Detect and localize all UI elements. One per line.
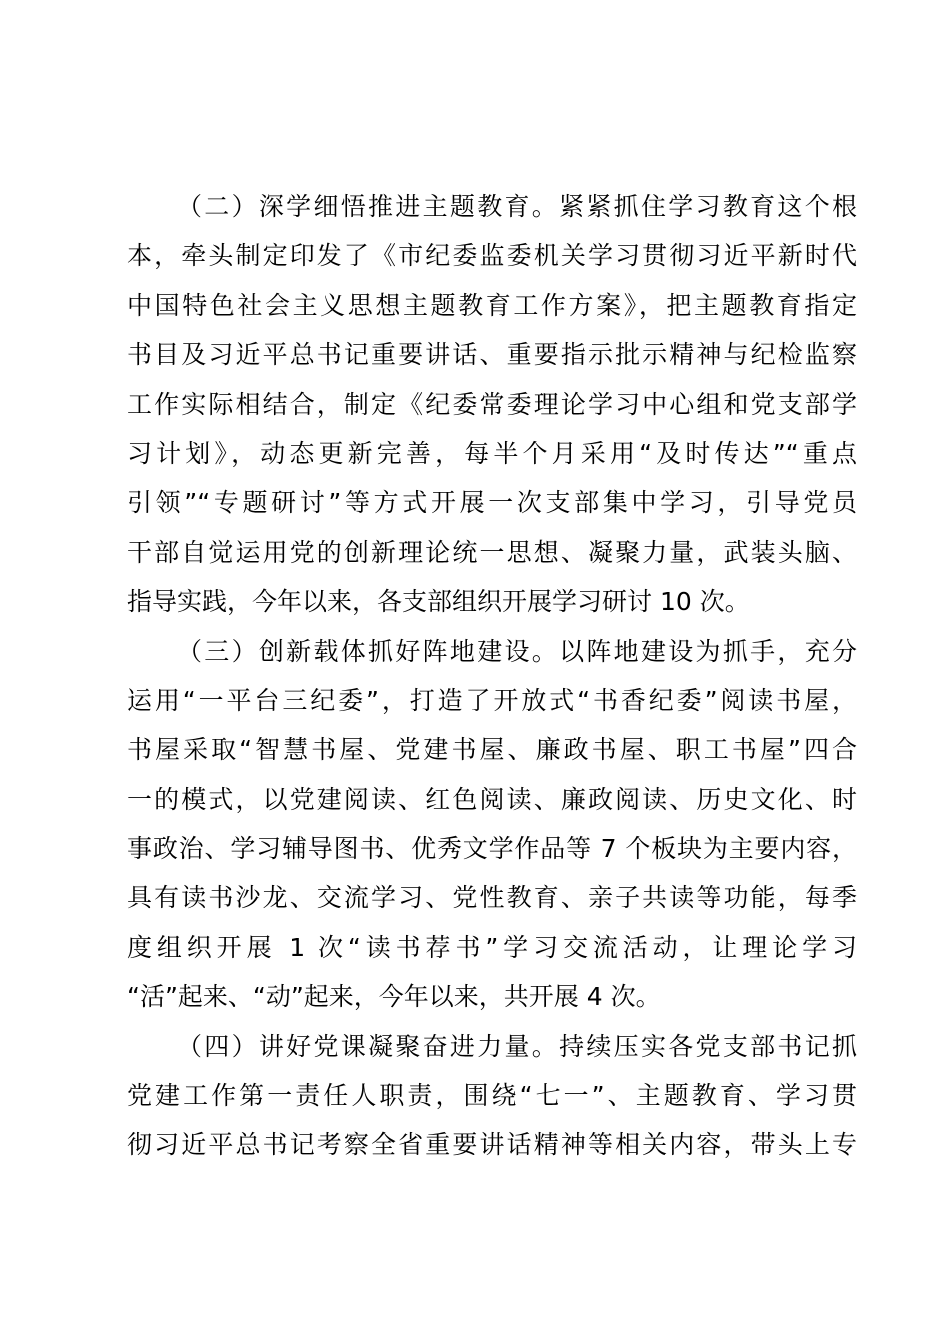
text-line: 工作实际相结合，制定《纪委常委理论学习中心组和党支部学 — [127, 389, 857, 419]
text-line: 具有读书沙龙、交流学习、党性教育、亲子共读等功能，每季 — [127, 883, 857, 913]
text-line: 一的模式，以党建阅读、红色阅读、廉政阅读、历史文化、时 — [127, 784, 857, 814]
text-line: 本，牵头制定印发了《市纪委监委机关学习贯彻习近平新时代 — [127, 241, 857, 271]
text-line: （二）深学细悟推进主题教育。紧紧抓住学习教育这个根 — [177, 192, 857, 221]
text-line: （四）讲好党课凝聚奋进力量。持续压实各党支部书记抓 — [177, 1031, 857, 1061]
text-line: 干部自觉运用党的创新理论统一思想、凝聚力量，武装头脑、 — [127, 537, 857, 567]
text-line: 引领”“专题研讨”等方式开展一次支部集中学习，引导党员 — [127, 488, 857, 518]
paragraph-4 — [127, 1022, 857, 1170]
document-body — [127, 182, 857, 1170]
text-line: 党建工作第一责任人职责，围绕“七一”、主题教育、学习贯 — [127, 1081, 857, 1111]
paragraph-2 — [127, 182, 857, 627]
text-line: 事政治、学习辅导图书、优秀文学作品等 7 个板块为主要内容， — [127, 834, 857, 864]
text-line: （三）创新载体抓好阵地建设。以阵地建设为抓手，充分 — [177, 636, 857, 666]
text-line: 彻习近平总书记考察全省重要讲话精神等相关内容，带头上专 — [127, 1130, 857, 1160]
text-line: “活”起来、“动”起来，今年以来，共开展 4 次。 — [127, 982, 661, 1012]
text-line: 度组织开展 1 次“读书荐书”学习交流活动，让理论学习 — [127, 932, 857, 962]
text-line: 书目及习近平总书记重要讲话、重要指示批示精神与纪检监察 — [127, 340, 857, 370]
text-line: 书屋采取“智慧书屋、党建书屋、廉政书屋、职工书屋”四合 — [127, 735, 857, 765]
text-line: 中国特色社会主义思想主题教育工作方案》，把主题教育指定 — [127, 290, 857, 320]
text-line: 运用“一平台三纪委”，打造了开放式“书香纪委”阅读书屋， — [127, 685, 857, 715]
paragraph-3 — [127, 627, 857, 1022]
text-line: 指导实践，今年以来，各支部组织开展学习研讨 10 次。 — [127, 587, 750, 617]
text-line: 习计划》，动态更新完善，每半个月采用“及时传达”“重点 — [127, 438, 857, 468]
